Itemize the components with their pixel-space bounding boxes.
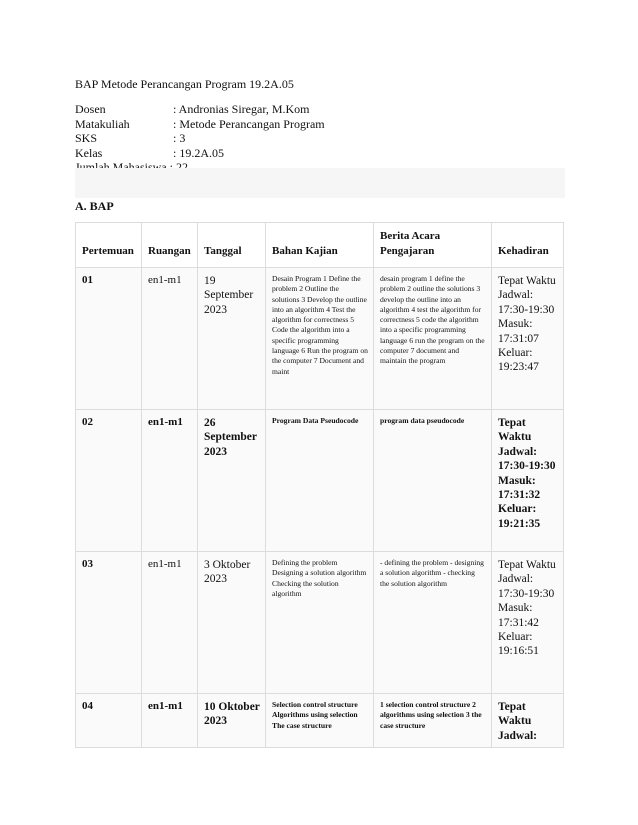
cell-kehadiran: Tepat Waktu Jadwal: xyxy=(492,694,564,748)
table-row xyxy=(76,552,564,694)
table-row xyxy=(76,410,564,552)
table-header-row xyxy=(76,223,564,268)
info-value: : 19.2A.05 xyxy=(173,145,224,160)
info-value: : 3 xyxy=(173,131,186,146)
cell-kehadiran: Tepat Waktu Jadwal: 17:30-19:30 Masuk: 17:31:42 Keluar: 19:16:51 xyxy=(492,552,564,694)
cell-ruangan: en1-m1 xyxy=(142,268,198,410)
header-kehadiran: Kehadiran xyxy=(492,223,564,268)
cell-ruangan: en1-m1 xyxy=(142,552,198,694)
header-tanggal: Tanggal xyxy=(198,223,266,268)
cell-pertemuan: 03 xyxy=(76,552,142,694)
cell-tanggal: 19 September 2023 xyxy=(198,268,266,410)
cell-bahan-kajian: Desain Program 1 Define the problem 2 Outline the solutions 3 Develop the outline into an algorithm 4 Test the algorithm for correctness 5 Code the algorithm into a specific programming language 6 Run the program on the computer 7 Document and maint xyxy=(266,268,374,410)
cell-berita-acara: - defining the problem - designing a solution algorithm - checking the solution algorithm xyxy=(374,552,492,694)
header-berita-acara: Berita Acara Pengajaran xyxy=(374,223,492,268)
info-label: SKS xyxy=(75,131,98,146)
cell-tanggal: 3 Oktober 2023 xyxy=(198,552,266,694)
cell-bahan-kajian: Selection control structure Algorithms using selection The case structure xyxy=(266,694,374,748)
table-row xyxy=(76,268,564,410)
info-value: : Metode Perancangan Program xyxy=(173,116,325,131)
header-ruangan: Ruangan xyxy=(142,223,198,268)
cell-kehadiran: Tepat Waktu Jadwal: 17:30-19:30 Masuk: 17:31:07 Keluar: 19:23:47 xyxy=(492,268,564,410)
table-row xyxy=(76,694,564,748)
info-label: Dosen xyxy=(75,102,106,116)
cell-pertemuan: 04 xyxy=(76,694,142,748)
info-label: Kelas xyxy=(75,145,103,160)
cell-ruangan: en1-m1 xyxy=(142,410,198,552)
header-pertemuan: Pertemuan xyxy=(76,223,142,268)
header-bahan-kajian: Bahan Kajian xyxy=(266,223,374,268)
cell-pertemuan: 01 xyxy=(76,268,142,410)
info-row-matakuliah xyxy=(75,117,325,132)
cell-berita-acara: program data pseudocode xyxy=(374,410,492,552)
info-row-kelas xyxy=(75,146,325,161)
bap-table xyxy=(75,222,564,748)
info-row-dosen xyxy=(75,102,325,117)
section-band xyxy=(75,168,565,198)
info-row-sks xyxy=(75,131,325,146)
cell-pertemuan: 02 xyxy=(76,410,142,552)
cell-berita-acara: 1 selection control structure 2 algorithms using selection 3 the case structure xyxy=(374,694,492,748)
cell-ruangan: en1-m1 xyxy=(142,694,198,748)
cell-tanggal: 10 Oktober 2023 xyxy=(198,694,266,748)
cell-bahan-kajian: Defining the problem Designing a solution algorithm Checking the solution algorithm xyxy=(266,552,374,694)
cell-kehadiran: Tepat Waktu Jadwal: 17:30-19:30 Masuk: 17:31:32 Keluar: 19:21:35 xyxy=(492,410,564,552)
document-title: BAP Metode Perancangan Program 19.2A.05 xyxy=(75,77,294,91)
cell-berita-acara: desain program 1 define the problem 2 outline the solutions 3 develop the outline into an algorithm 4 test the algorithm for correctness 5 code the algorithm into a specific programming language 6 run the program on the computer 7 document and maintain the program xyxy=(374,268,492,410)
section-title: A. BAP xyxy=(75,199,114,213)
info-value: : Andronias Siregar, M.Kom xyxy=(173,102,310,116)
info-label: Matakuliah xyxy=(75,116,130,131)
cell-tanggal: 26 September 2023 xyxy=(198,410,266,552)
cell-bahan-kajian: Program Data Pseudocode xyxy=(266,410,374,552)
course-info xyxy=(75,102,325,175)
